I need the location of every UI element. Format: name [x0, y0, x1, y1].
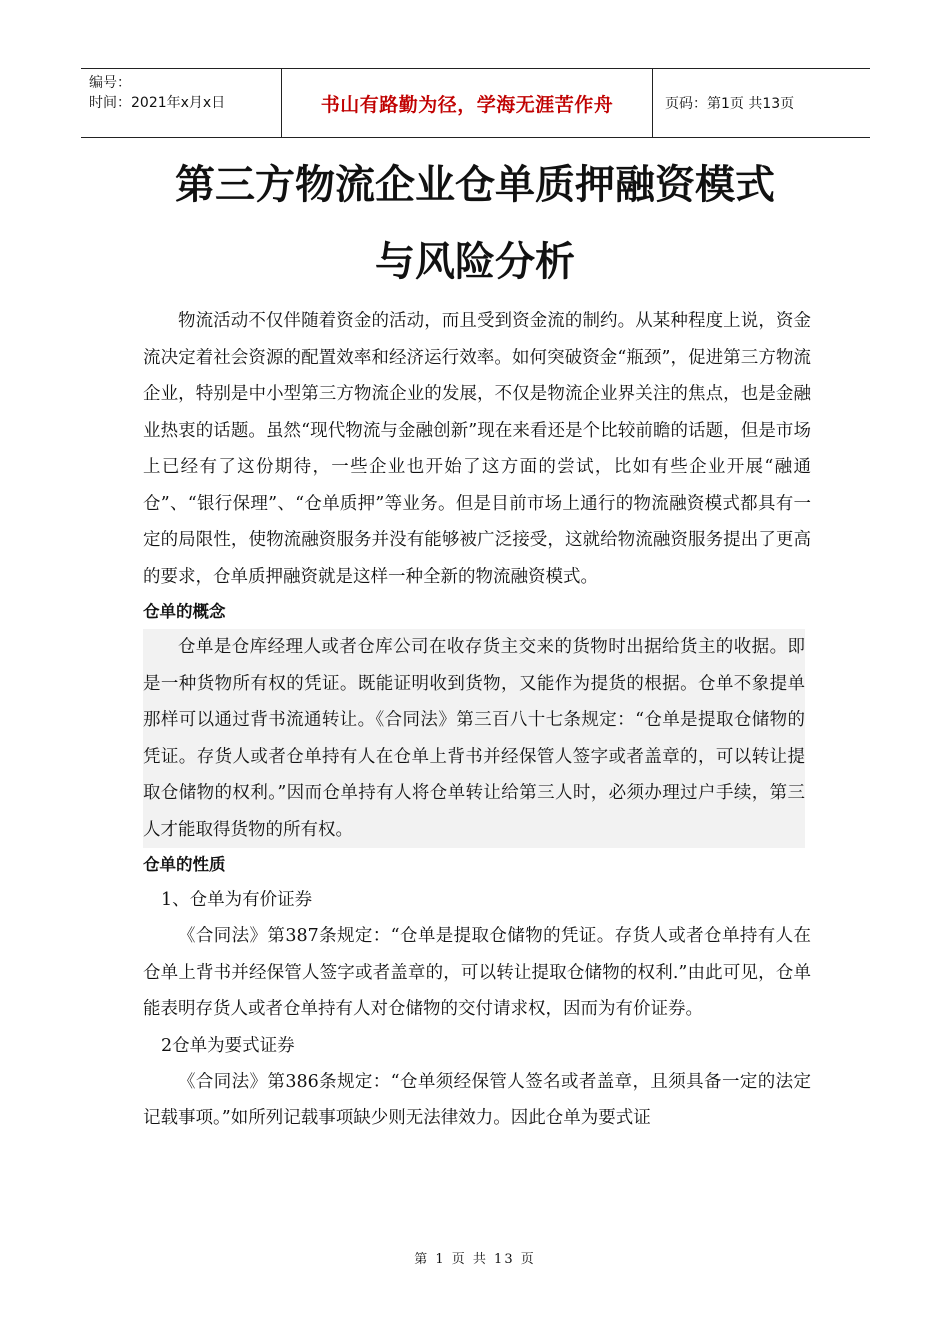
section-heading-nature: 仓单的性质: [143, 855, 226, 874]
header-motto-cell: [281, 69, 653, 137]
document-title-line-2: 与风险分析: [375, 239, 575, 285]
item-1-title: 1、仓单为有价证券: [161, 890, 313, 910]
concept-block: [143, 629, 805, 848]
item-1-paragraph: 《合同法》第387条规定：“仓单是提取仓储物的凭证。存货人或者仓单持有人在仓单上背书并经保管人签字或者盖章的，可以转让提取仓储物的权利.”由此可见，仓单能表明存货人或者仓单持有人对仓储物的交付请求权，因而为有价证券。: [143, 926, 811, 1019]
document-header: [81, 68, 870, 138]
item-2-paragraph: 《合同法》第386条规定：“仓单须经保管人签名或者盖章，且须具备一定的法定记载事项。”如所列记载事项缺少则无法律效力。因此仓单为要式证: [143, 1071, 811, 1128]
motto-text: 书山有路勤为径，学海无涯苦作舟: [320, 93, 614, 116]
time-label: 时间：2021年x月x日: [89, 95, 226, 111]
header-meta: [81, 69, 281, 137]
section-heading-concept: 仓单的概念: [143, 602, 226, 621]
header-page-code: [653, 69, 870, 137]
document-body: [143, 303, 811, 1137]
page-footer: 第 1 页 共 13 页: [414, 1252, 536, 1267]
intro-paragraph: 物流活动不仅伴随着资金的活动，而且受到资金流的制约。从某种程度上说，资金流决定着社会资源的配置效率和经济运行效率。如何突破资金“瓶颈”，促进第三方物流企业，特别是中小型第三方物流企业的发展，不仅是物流企业界关注的焦点，也是金融业热衷的话题。虽然“现代物流与金融创新”现在来看还是个比较前瞻的话题，但是市场上已经有了这份期待，一些企业也开始了这方面的尝试，比如有些企业开展“融通仓”、“银行保理”、“仓单质押”等业务。但是目前市场上通行的物流融资模式都具有一定的局限性，使物流融资服务并没有能够被广泛接受，这就给物流融资服务提出了更高的要求，仓单质押融资就是这样一种全新的物流融资模式。: [143, 311, 811, 587]
page-code-text: 页码：第1页 共13页: [665, 96, 795, 112]
document-title-line-1: 第三方物流企业仓单质押融资模式: [175, 162, 775, 208]
number-label: 编号：: [89, 75, 131, 91]
concept-paragraph: 仓单是仓库经理人或者仓库公司在收存货主交来的货物时出据给货主的收据。即是一种货物所有权的凭证。既能证明收到货物，又能作为提货的根据。仓单不象提单那样可以通过背书流通转让。《合同法》第三百八十七条规定：“仓单是提取仓储物的凭证。存货人或者仓单持有人在仓单上背书并经保管人签字或者盖章的，可以转让提取仓储物的权利。”因而仓单持有人将仓单转让给第三人时，必须办理过户手续，第三人才能取得货物的所有权。: [143, 637, 805, 840]
item-2-title: 2仓单为要式证券: [161, 1035, 295, 1056]
